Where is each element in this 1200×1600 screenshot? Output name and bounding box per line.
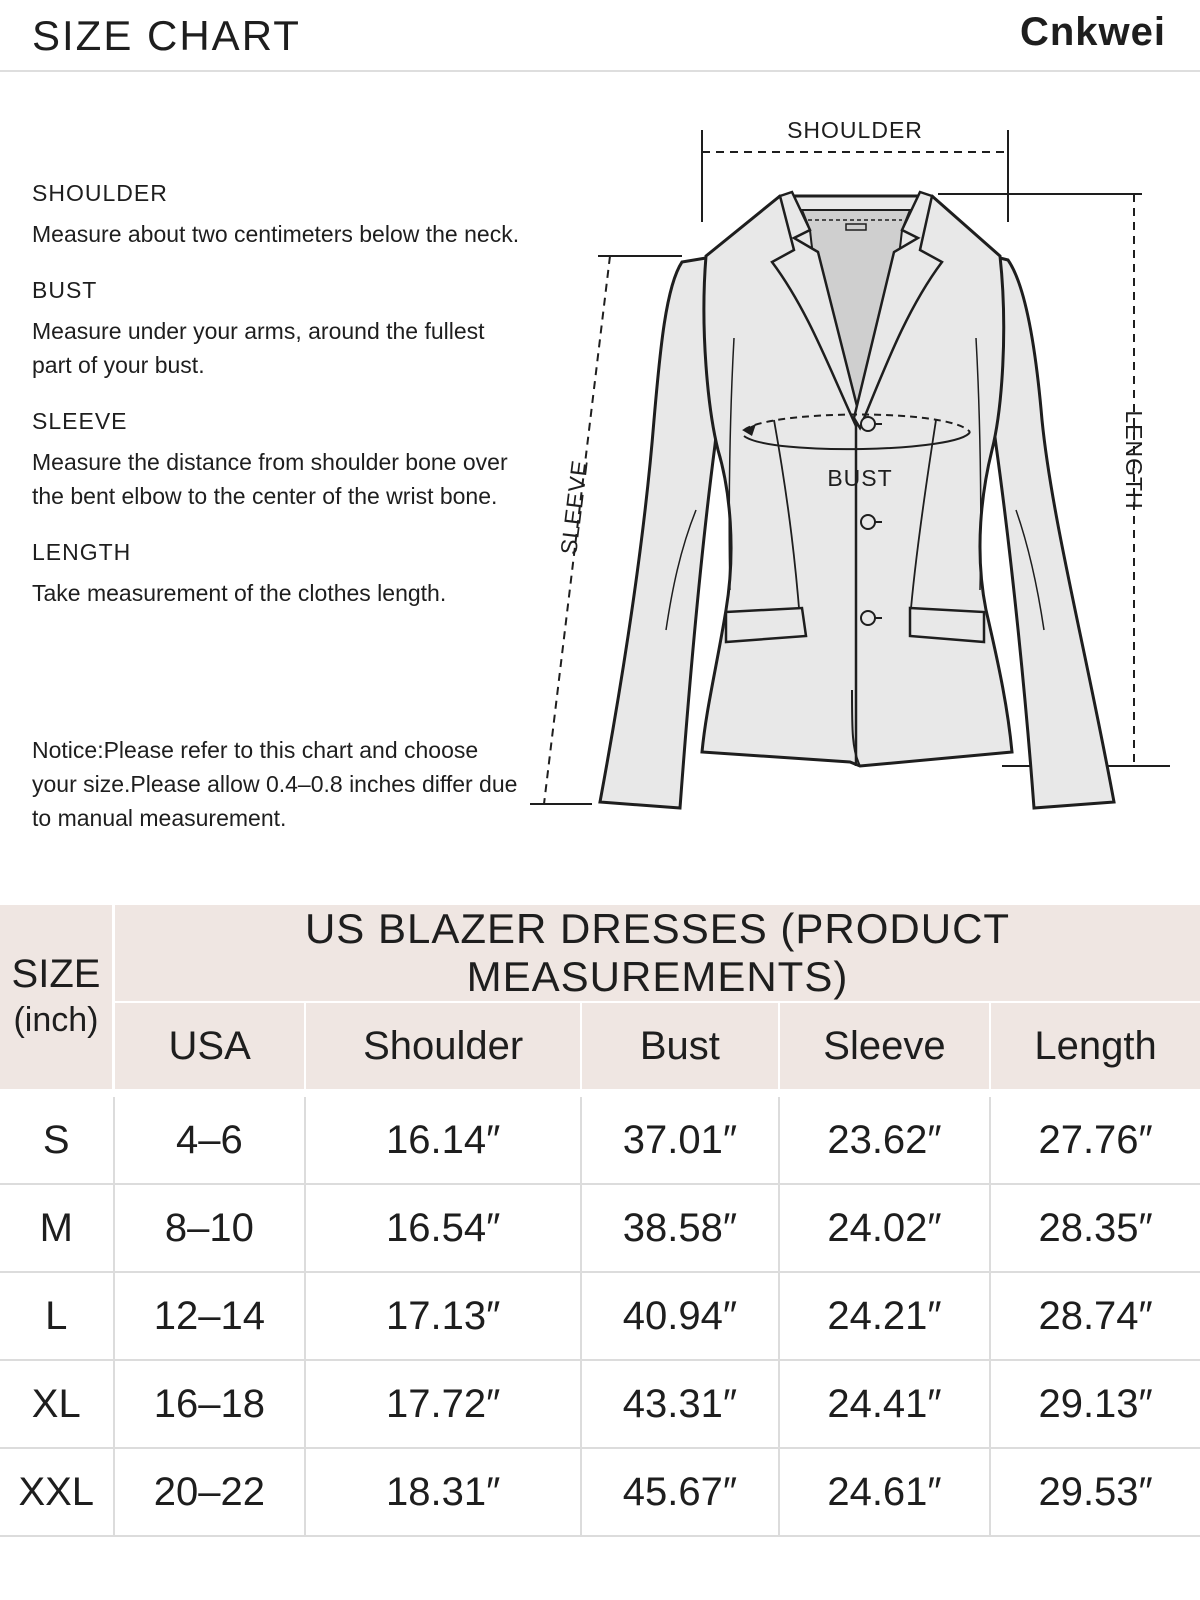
column-header: Shoulder: [305, 1002, 581, 1089]
table-cell: 28.35″: [990, 1184, 1200, 1272]
brand-logo: Cnkwei: [1019, 10, 1166, 54]
size-unit: (inch): [13, 1001, 99, 1039]
guide-heading: SLEEVE: [32, 408, 128, 434]
guide-sleeve: [32, 408, 522, 513]
table-cell: 23.62″: [779, 1097, 990, 1184]
table-spacer: [0, 1089, 1200, 1097]
column-header: USA: [114, 1002, 306, 1089]
blazer-figure: [530, 90, 1200, 850]
guide-length: [32, 539, 522, 610]
guide-heading: BUST: [32, 277, 98, 303]
table-cell: 17.13″: [305, 1272, 581, 1360]
guide-text: Take measurement of the clothes length.: [32, 580, 447, 606]
table-cell: 24.41″: [779, 1360, 990, 1448]
guide-heading: LENGTH: [32, 539, 132, 565]
size-column-header: [0, 905, 114, 1089]
measurement-guide: [32, 180, 522, 636]
table-cell: 29.53″: [990, 1448, 1200, 1536]
page-title: SIZE CHART: [32, 12, 301, 59]
guide-heading: SHOULDER: [32, 180, 168, 206]
table-cell: 8–10: [114, 1184, 306, 1272]
table-cell: 4–6: [114, 1097, 306, 1184]
table-cell: 40.94″: [581, 1272, 779, 1360]
blazer-illustration: [530, 90, 1200, 850]
table-cell: 16–18: [114, 1360, 306, 1448]
header: [0, 0, 1200, 72]
table-row: [0, 1184, 1200, 1272]
bust-label: BUST: [827, 465, 893, 491]
table-row: [0, 1448, 1200, 1536]
guide-text: Measure the distance from shoulder bone over the bent elbow to the center of the wrist bone.: [32, 449, 508, 509]
table-row: [0, 1272, 1200, 1360]
table-row: [0, 1097, 1200, 1184]
size-table: [0, 905, 1200, 1537]
size-title: SIZE: [11, 952, 101, 996]
shoulder-label: SHOULDER: [787, 117, 923, 143]
table-cell: XL: [0, 1360, 114, 1448]
column-header: Sleeve: [779, 1002, 990, 1089]
table-cell: 38.58″: [581, 1184, 779, 1272]
table-cell: 45.67″: [581, 1448, 779, 1536]
table-cell: 16.14″: [305, 1097, 581, 1184]
sleeve-label: SLEEVE: [555, 458, 593, 557]
table-cell: 18.31″: [305, 1448, 581, 1536]
notice-text: Notice:Please refer to this chart and choose your size.Please allow 0.4–0.8 inches differ due to manual measurement.: [32, 737, 518, 831]
table-cell: 24.21″: [779, 1272, 990, 1360]
table-cell: M: [0, 1184, 114, 1272]
table-title: US BLAZER DRESSES (PRODUCT MEASUREMENTS): [114, 905, 1200, 1002]
table-cell: 27.76″: [990, 1097, 1200, 1184]
table-cell: XXL: [0, 1448, 114, 1536]
table-cell: S: [0, 1097, 114, 1184]
table-row: [0, 1360, 1200, 1448]
table-cell: 12–14: [114, 1272, 306, 1360]
table-cell: 20–22: [114, 1448, 306, 1536]
guide-text: Measure about two centimeters below the neck.: [32, 221, 520, 247]
table-cell: 24.61″: [779, 1448, 990, 1536]
table-cell: L: [0, 1272, 114, 1360]
length-label: LENGTH: [1121, 410, 1147, 510]
table-cell: 16.54″: [305, 1184, 581, 1272]
guide-bust: [32, 277, 522, 382]
guide-shoulder: [32, 180, 522, 251]
table-cell: 28.74″: [990, 1272, 1200, 1360]
table-cell: 29.13″: [990, 1360, 1200, 1448]
table-cell: 17.72″: [305, 1360, 581, 1448]
column-header: Length: [990, 1002, 1200, 1089]
table-cell: 37.01″: [581, 1097, 779, 1184]
guide-text: Measure under your arms, around the fullest part of your bust.: [32, 318, 485, 378]
table-cell: 43.31″: [581, 1360, 779, 1448]
table-cell: 24.02″: [779, 1184, 990, 1272]
column-header: Bust: [581, 1002, 779, 1089]
